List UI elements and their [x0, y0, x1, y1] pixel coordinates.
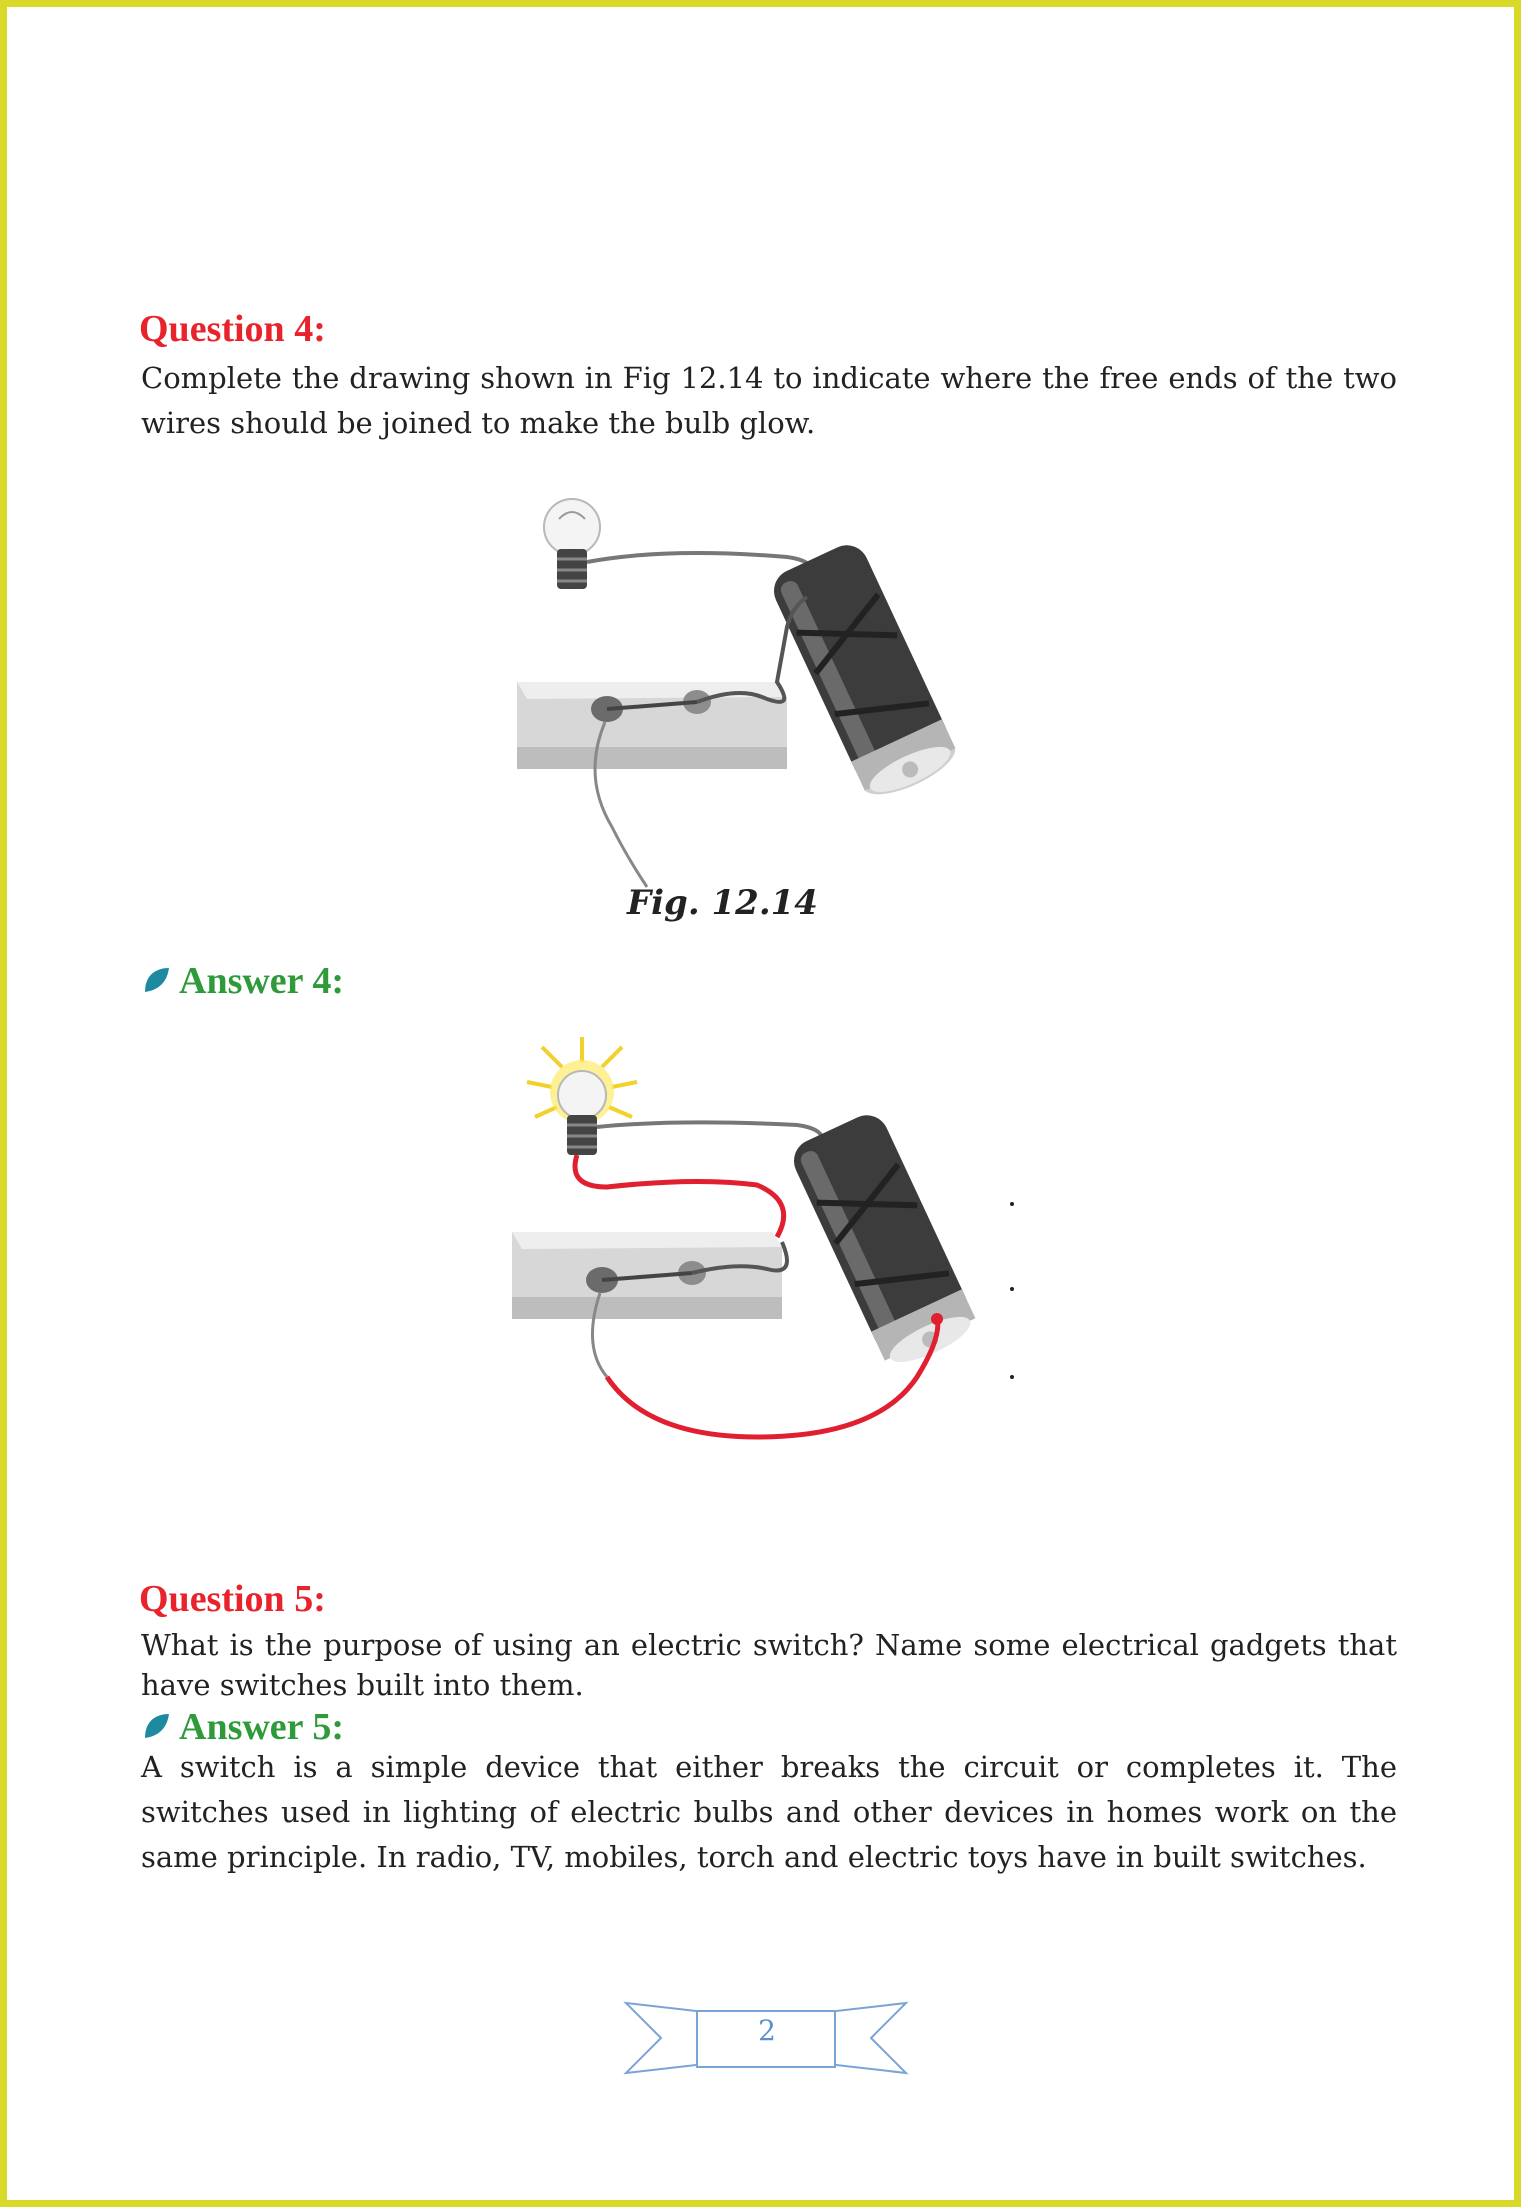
- question-4-text: Complete the drawing shown in Fig 12.14 to indicate where the free ends of the two wires should be joined to make the bulb glow.: [141, 361, 1397, 440]
- glowing-bulb-icon: [558, 1071, 606, 1119]
- page-number: 2: [758, 2014, 776, 2047]
- cell-icon: [767, 538, 962, 805]
- answer-5-heading: Answer 5:: [139, 1705, 344, 1749]
- leaf-logo-icon: [139, 964, 173, 998]
- circuit-figure-incomplete: [487, 477, 1007, 897]
- bulb-icon: [544, 499, 600, 555]
- answer-5-text: A switch is a simple device that either breaks the circuit or completes it. The switches used in lighting of electric bulbs and other devices in homes work on the same principle. In radio, TV, mobiles, torch and electric toys have in built switches.: [141, 1750, 1397, 1874]
- circuit-figure-complete: [497, 1037, 1037, 1467]
- question-5-text: What is the purpose of using an electric switch? Name some electrical gadgets that have switches built into them.: [141, 1628, 1397, 1702]
- red-wire-top: [575, 1155, 784, 1237]
- question-4-heading: Question 4:: [139, 308, 326, 350]
- cell-icon-complete: [787, 1108, 982, 1373]
- figure-caption: Fig. 12.14: [627, 883, 818, 923]
- leaf-logo-icon: [139, 1710, 173, 1744]
- answer-4-heading: Answer 4:: [139, 959, 344, 1003]
- question-5-heading: Question 5:: [139, 1578, 326, 1620]
